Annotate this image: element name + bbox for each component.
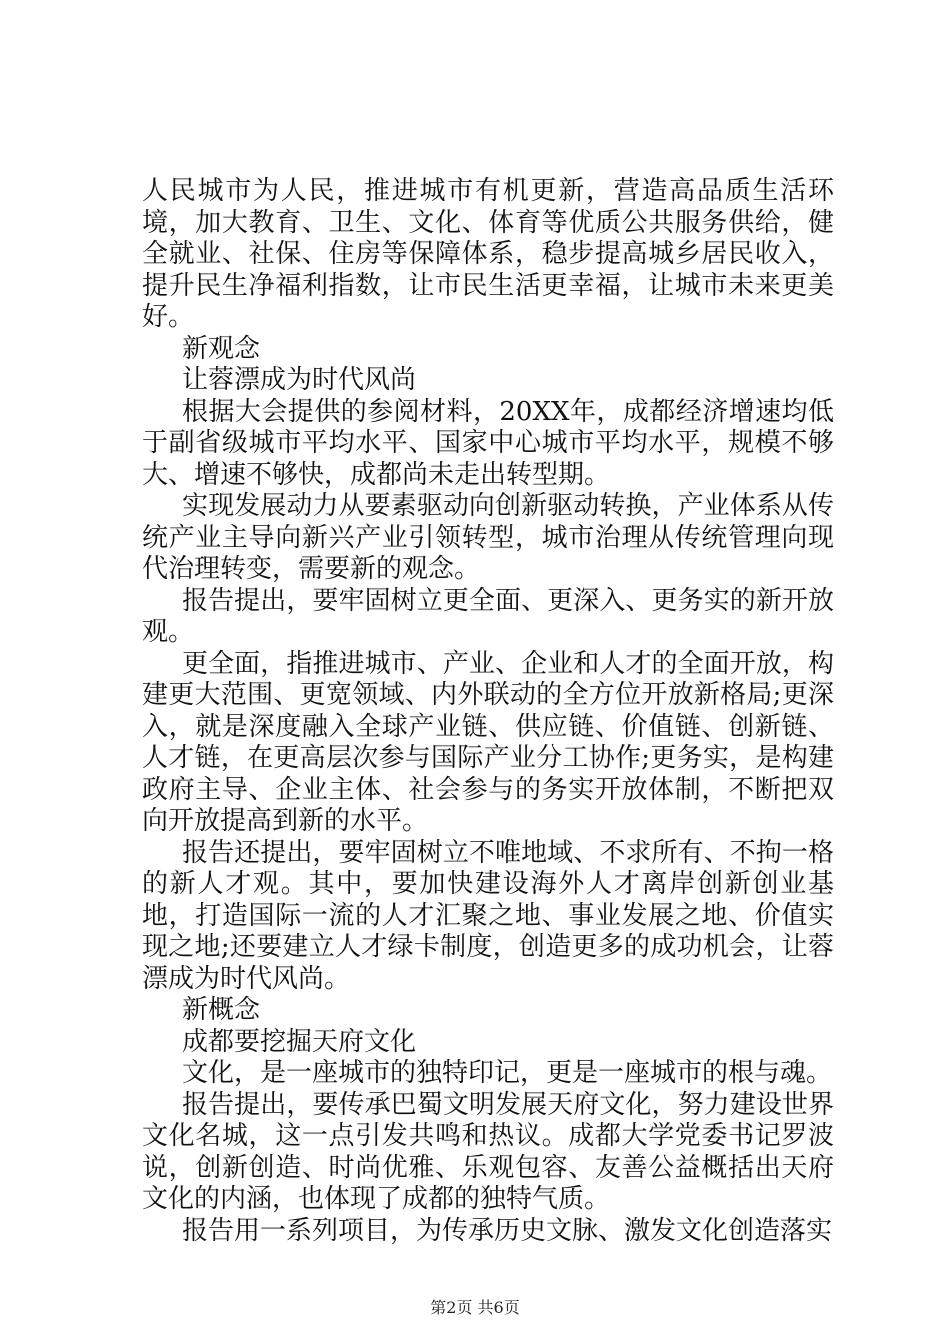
body-paragraph: 报告用一系列项目，为传承历史文脉、激发文化创造落实: [182, 1215, 833, 1246]
body-paragraph: 人民城市为人民，推进城市有机更新，营造高品质生活环境，加大教育、卫生、文化、体育等优质公共服务供给，健全就业、社保、住房等保障体系，稳步提高城乡居民收入，提升民生净福利指数，让市民生活更幸福，让城市未来更美好。: [142, 176, 834, 332]
section-heading: 让蓉漂成为时代风尚: [182, 365, 417, 395]
section-heading: 新观念: [182, 333, 261, 364]
body-paragraph: 根据大会提供的参阅材料，20XX年，成都经济增速均低于副省级城市平均水平、国家中心城市平均水平，规模不够大、增速不够快，成都尚未走出转型期。: [142, 396, 834, 490]
body-paragraph: 实现发展动力从要素驱动向创新驱动转换，产业体系从传统产业主导向新兴产业引领转型，城市治理从传统管理向现代治理转变，需要新的观念。: [142, 491, 834, 584]
body-paragraph: 报告提出，要牢固树立更全面、更深入、更务实的新开放观。: [142, 585, 834, 647]
body-paragraph: 报告提出，要传承巴蜀文明发展天府文化，努力建设世界文化名城，这一点引发共鸣和热议。成都大学党委书记罗波说，创新创造、时尚优雅、乐观包容、友善公益概括出天府文化的内涵，也体现了成都的独特气质。: [142, 1089, 834, 1214]
section-heading: 成都要挖掘天府文化: [182, 1026, 417, 1057]
section-heading: 新概念: [182, 995, 261, 1025]
page-footer: 第2页 共6页: [430, 1298, 520, 1317]
document-body: [142, 176, 834, 1247]
body-paragraph: 报告还提出，要牢固树立不唯地域、不求所有、不拘一格的新人才观。其中，要加快建设海外人才离岸创新创业基地，打造国际一流的人才汇聚之地、事业发展之地、价值实现之地;还要建立人才绿卡制度，创造更多的成功机会，让蓉漂成为时代风尚。: [142, 837, 834, 994]
body-paragraph: 文化，是一座城市的独特印记，更是一座城市的根与魂。: [182, 1058, 833, 1088]
body-paragraph: 更全面，指推进城市、产业、企业和人才的全面开放，构建更大范围、更宽领域、内外联动的全方位开放新格局;更深入，就是深度融入全球产业链、供应链、价值链、创新链、人才链，在更高层次参与国际产业分工协作;更务实，是构建政府主导、企业主体、社会参与的务实开放体制，不断把双向开放提高到新的水平。: [142, 648, 834, 836]
